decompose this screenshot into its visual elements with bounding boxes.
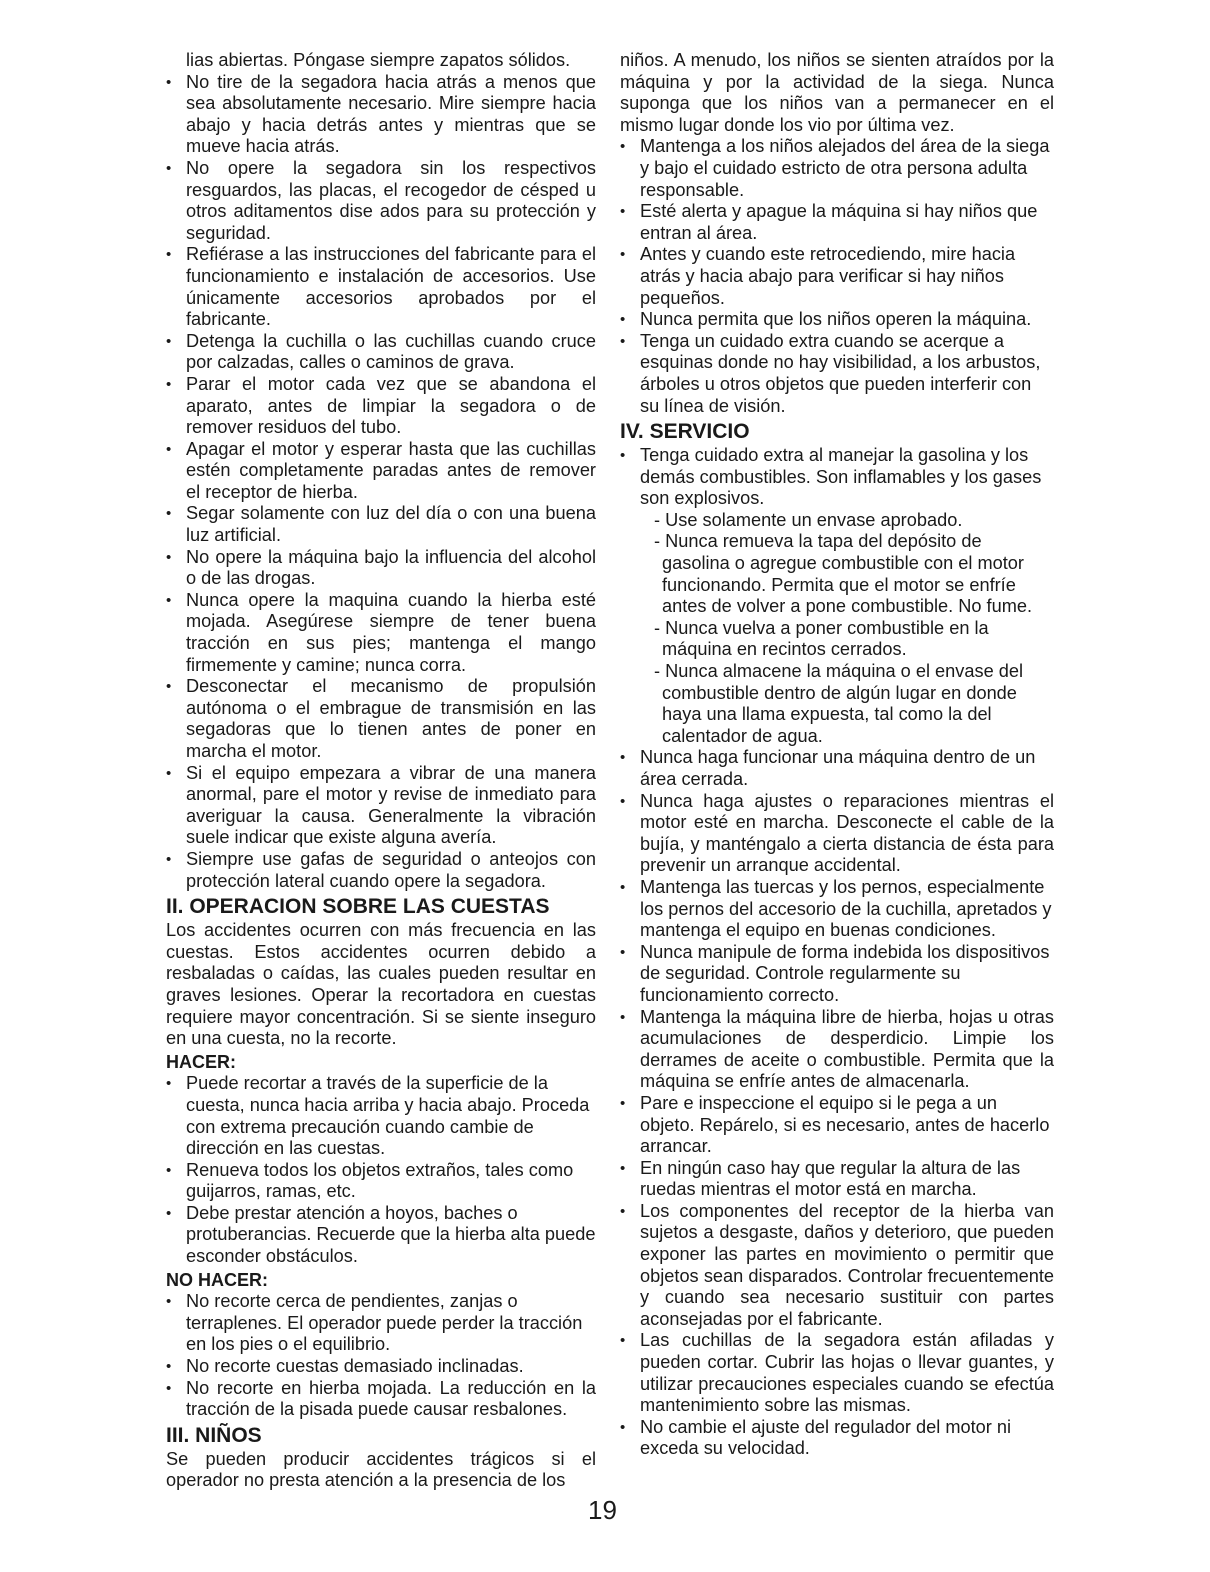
list-item: • Parar el motor cada vez que se abandona el aparato, antes de limpiar la segadora o de remover residuos del tubo. xyxy=(166,374,596,439)
do-list xyxy=(166,1073,596,1267)
list-item: • Esté alerta y apague la máquina si hay niños que entran al área. xyxy=(620,201,1054,244)
list-item: • Nunca opere la maquina cuando la hierba esté mojada. Asegúrese siempre de tener buena tracción en sus pies; mantenga el mango firmemente y camine; nunca corra. xyxy=(166,590,596,676)
service-list xyxy=(620,445,1054,510)
section-heading-service: IV. SERVICIO xyxy=(620,420,750,444)
subheading-do: HACER: xyxy=(166,1051,236,1072)
sub-list-item: - Nunca vuelva a poner combustible en la máquina en recintos cerrados. xyxy=(654,617,989,660)
list-item: • Mantenga las tuercas y los pernos, especialmente los pernos del accesorio de la cuchilla, apretados y mantenga el equipo en buenas condiciones. xyxy=(620,877,1054,942)
page-number: 19 xyxy=(588,1495,617,1525)
continued-text: lias abiertas. Póngase siempre zapatos sólidos. xyxy=(186,50,571,70)
list-item: • Refiérase a las instrucciones del fabricante para el funcionamiento e instalación de accesorios. Use únicamente accesorios aprobados por el fabricante. xyxy=(166,244,596,330)
list-item: • Nunca haga funcionar una máquina dentro de un área cerrada. xyxy=(620,747,1054,790)
list-item: • No tire de la segadora hacia atrás a menos que sea absolutamente necesario. Mire siempre hacia abajo y hacia detrás antes y mientras que se mueve hacia atrás. xyxy=(166,72,596,158)
list-item: • Los componentes del receptor de la hierba van sujetos a desgaste, daños y deterioro, que pueden exponer las partes en movimiento o permitir que objetos sean disparados. Controlar frecuentemente y cuando sea necesario sustituir con partes aconsejadas por el fabricante. xyxy=(620,1201,1054,1331)
list-item: • Detenga la cuchilla o las cuchillas cuando cruce por calzadas, calles o caminos de grava. xyxy=(166,331,596,374)
list-item: • Segar solamente con luz del día o con una buena luz artificial. xyxy=(166,503,596,546)
service-sublist xyxy=(620,510,1054,748)
list-item: • Nunca manipule de forma indebida los dispositivos de seguridad. Controle regularmente su funcionamiento correcto. xyxy=(620,942,1054,1007)
children-list xyxy=(620,136,1054,417)
list-item: • Si el equipo empezara a vibrar de una manera anormal, pare el motor y revise de inmediato para averiguar la causa. Generalmente la vibración suele indicar que existe alguna avería. xyxy=(166,763,596,849)
left-column xyxy=(166,50,596,1492)
list-item: • Tenga cuidado extra al manejar la gasolina y los demás combustibles. Son inflamables y los gases son explosivos. xyxy=(620,445,1054,510)
sub-list-item: - Nunca almacene la máquina o el envase del combustible dentro de algún lugar en donde haya una llama expuesta, tal como la del calentador de agua. xyxy=(654,661,1024,746)
dont-list xyxy=(166,1291,596,1421)
list-item: • Puede recortar a través de la superficie de la cuesta, nunca hacia arriba y hacia abajo. Proceda con extrema precaución cuando cambie de dirección en las cuestas. xyxy=(166,1073,596,1159)
list-item: • Pare e inspeccione el equipo si le pega a un objeto. Repárelo, si es necesario, antes de hacerlo arrancar. xyxy=(620,1093,1054,1158)
continued-text: niños. A menudo, los niños se sienten atraídos por la máquina y por la actividad de la siega. Nunca suponga que los niños van a permanecer en el mismo lugar donde los vio por última vez. xyxy=(620,50,1054,135)
list-item: • Mantenga a los niños alejados del área de la siega y bajo el cuidado estricto de otra persona adulta responsable. xyxy=(620,136,1054,201)
list-item: • Desconectar el mecanismo de propulsión autónoma o el embrague de transmisión en las segadoras que lo tienen antes de poner en marcha el motor. xyxy=(166,676,596,762)
section-heading-children: III. NIÑOS xyxy=(166,1423,262,1447)
list-item: • Apagar el motor y esperar hasta que las cuchillas estén completamente paradas antes de remover el receptor de hierba. xyxy=(166,439,596,504)
section-heading-slopes: II. OPERACION SOBRE LAS CUESTAS xyxy=(166,895,550,919)
list-item: • No recorte cerca de pendientes, zanjas o terraplenes. El operador puede perder la tracción en los pies o el equilibrio. xyxy=(166,1291,596,1356)
sub-list-item: - Use solamente un envase aprobado. xyxy=(654,509,963,530)
list-item: • Nunca haga ajustes o reparaciones mientras el motor esté en marcha. Desconecte el cable de la bujía, y manténgalo a cierta distancia de ésta para prevenir un arranque accidental. xyxy=(620,791,1054,877)
list-item: • En ningún caso hay que regular la altura de las ruedas mientras el motor está en marcha. xyxy=(620,1158,1054,1201)
list-item: • Nunca permita que los niños operen la máquina. xyxy=(620,309,1054,331)
sub-list-item: - Nunca remueva la tapa del depósito de gasolina o agregue combustible con el motor funcionando. Permita que el motor se enfríe antes de volver a pone combustible. No fume. xyxy=(654,531,1033,617)
list-item: • Tenga un cuidado extra cuando se acerque a esquinas donde no hay visibilidad, a los arbustos, árboles u otros objetos que pueden interferir con su línea de visión. xyxy=(620,331,1054,417)
subheading-dont: NO HACER: xyxy=(166,1269,268,1290)
safety-list xyxy=(166,72,596,893)
section-paragraph: Los accidentes ocurren con más frecuencia en las cuestas. Estos accidentes ocurren debido a resbaladas o caídas, las cuales pueden resultar en graves lesiones. Operar la recortadora en cuestas requiere mayor concentración. Si se siente inseguro en una cuesta, no la recorte. xyxy=(166,920,596,1049)
list-item: • No recorte en hierba mojada. La reducción en la tracción de la pisada puede causar resbalones. xyxy=(166,1378,596,1421)
list-item: • No recorte cuestas demasiado inclinadas. xyxy=(166,1356,596,1378)
service-list-continued xyxy=(620,747,1054,1460)
right-column xyxy=(620,50,1054,1460)
list-item: • Renueva todos los objetos extraños, tales como guijarros, ramas, etc. xyxy=(166,1160,596,1203)
list-item: • No cambie el ajuste del regulador del motor ni exceda su velocidad. xyxy=(620,1417,1054,1460)
list-item: • Antes y cuando este retrocediendo, mire hacia atrás y hacia abajo para verificar si hay niños pequeños. xyxy=(620,244,1054,309)
list-item: • Debe prestar atención a hoyos, baches o protuberancias. Recuerde que la hierba alta puede esconder obstáculos. xyxy=(166,1203,596,1268)
list-item: • Siempre use gafas de seguridad o anteojos con protección lateral cuando opere la segadora. xyxy=(166,849,596,892)
section-paragraph: Se pueden producir accidentes trágicos si el operador no presta atención a la presencia de los xyxy=(166,1448,596,1491)
list-item: • No opere la máquina bajo la influencia del alcohol o de las drogas. xyxy=(166,547,596,590)
list-item: • Las cuchillas de la segadora están afiladas y pueden cortar. Cubrir las hojas o llevar guantes, y utilizar precauciones especiales cuando se efectúa mantenimiento sobre las mismas. xyxy=(620,1330,1054,1416)
list-item: • No opere la segadora sin los respectivos resguardos, las placas, el recogedor de césped u otros aditamentos dise ados para su protección y seguridad. xyxy=(166,158,596,244)
list-item: • Mantenga la máquina libre de hierba, hojas u otras acumulaciones de desperdicio. Limpie los derrames de aceite o combustible. Permita que la máquina se enfríe antes de almacenarla. xyxy=(620,1007,1054,1093)
